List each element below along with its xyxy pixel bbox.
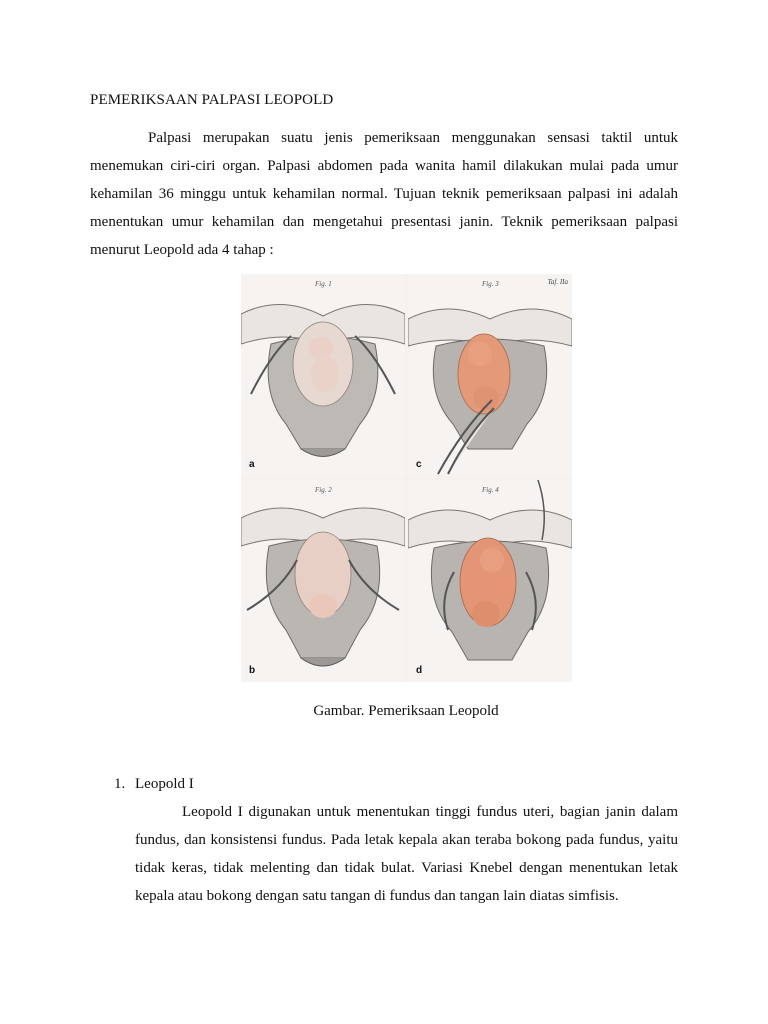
intro-paragraph: Palpasi merupakan suatu jenis pemeriksaan menggunakan sensasi taktil untuk menemukan ciri-ciri organ. Palpasi abdomen pada wanita hamil dilakukan mulai pada umur kehamilan 36 minggu untuk kehamilan normal. Tujuan teknik pemeriksaan palpasi ini adalah menentukan umur kehamilan dan mengetahui presentasi janin. Teknik pemeriksaan palpasi menurut Leopold ada 4 tahap : <box>90 130 678 258</box>
figure-number: Fig. 4 <box>482 486 499 494</box>
figure-caption: Gambar. Pemeriksaan Leopold <box>313 703 499 719</box>
list-item-number: 1. <box>114 776 126 792</box>
leopold-figure <box>241 274 572 682</box>
page-title: PEMERIKSAAN PALPASI LEOPOLD <box>90 92 334 108</box>
panel-label-c: c <box>416 459 422 470</box>
panel-label-d: d <box>416 665 423 676</box>
illustration-leopold-4 <box>408 480 572 682</box>
figure-number: Fig. 2 <box>315 486 332 494</box>
figure-panel-b <box>241 480 405 682</box>
panel-label-b: b <box>249 665 256 676</box>
figure-panel-a <box>241 274 405 476</box>
figure-number: Fig. 3 <box>482 280 499 288</box>
list-item-title: Leopold I <box>135 776 194 792</box>
plate-number: Taf. IIa <box>547 278 568 286</box>
illustration-leopold-3 <box>408 274 572 476</box>
figure-number: Fig. 1 <box>315 280 332 288</box>
list-item-paragraph: Leopold I digunakan untuk menentukan tinggi fundus uteri, bagian janin dalam fundus, dan konsistensi fundus. Pada letak kepala akan teraba bokong pada fundus, yaitu tidak keras, tidak melenting dan tidak bulat. Variasi Knebel dengan menentukan letak kepala atau bokong dengan satu tangan di fundus dan tangan lain diatas simfisis. <box>135 804 678 904</box>
figure-panel-d <box>408 480 572 682</box>
illustration-leopold-1 <box>241 274 405 476</box>
figure-panel-c <box>408 274 572 476</box>
panel-label-a: a <box>249 459 255 470</box>
illustration-leopold-2 <box>241 480 405 682</box>
